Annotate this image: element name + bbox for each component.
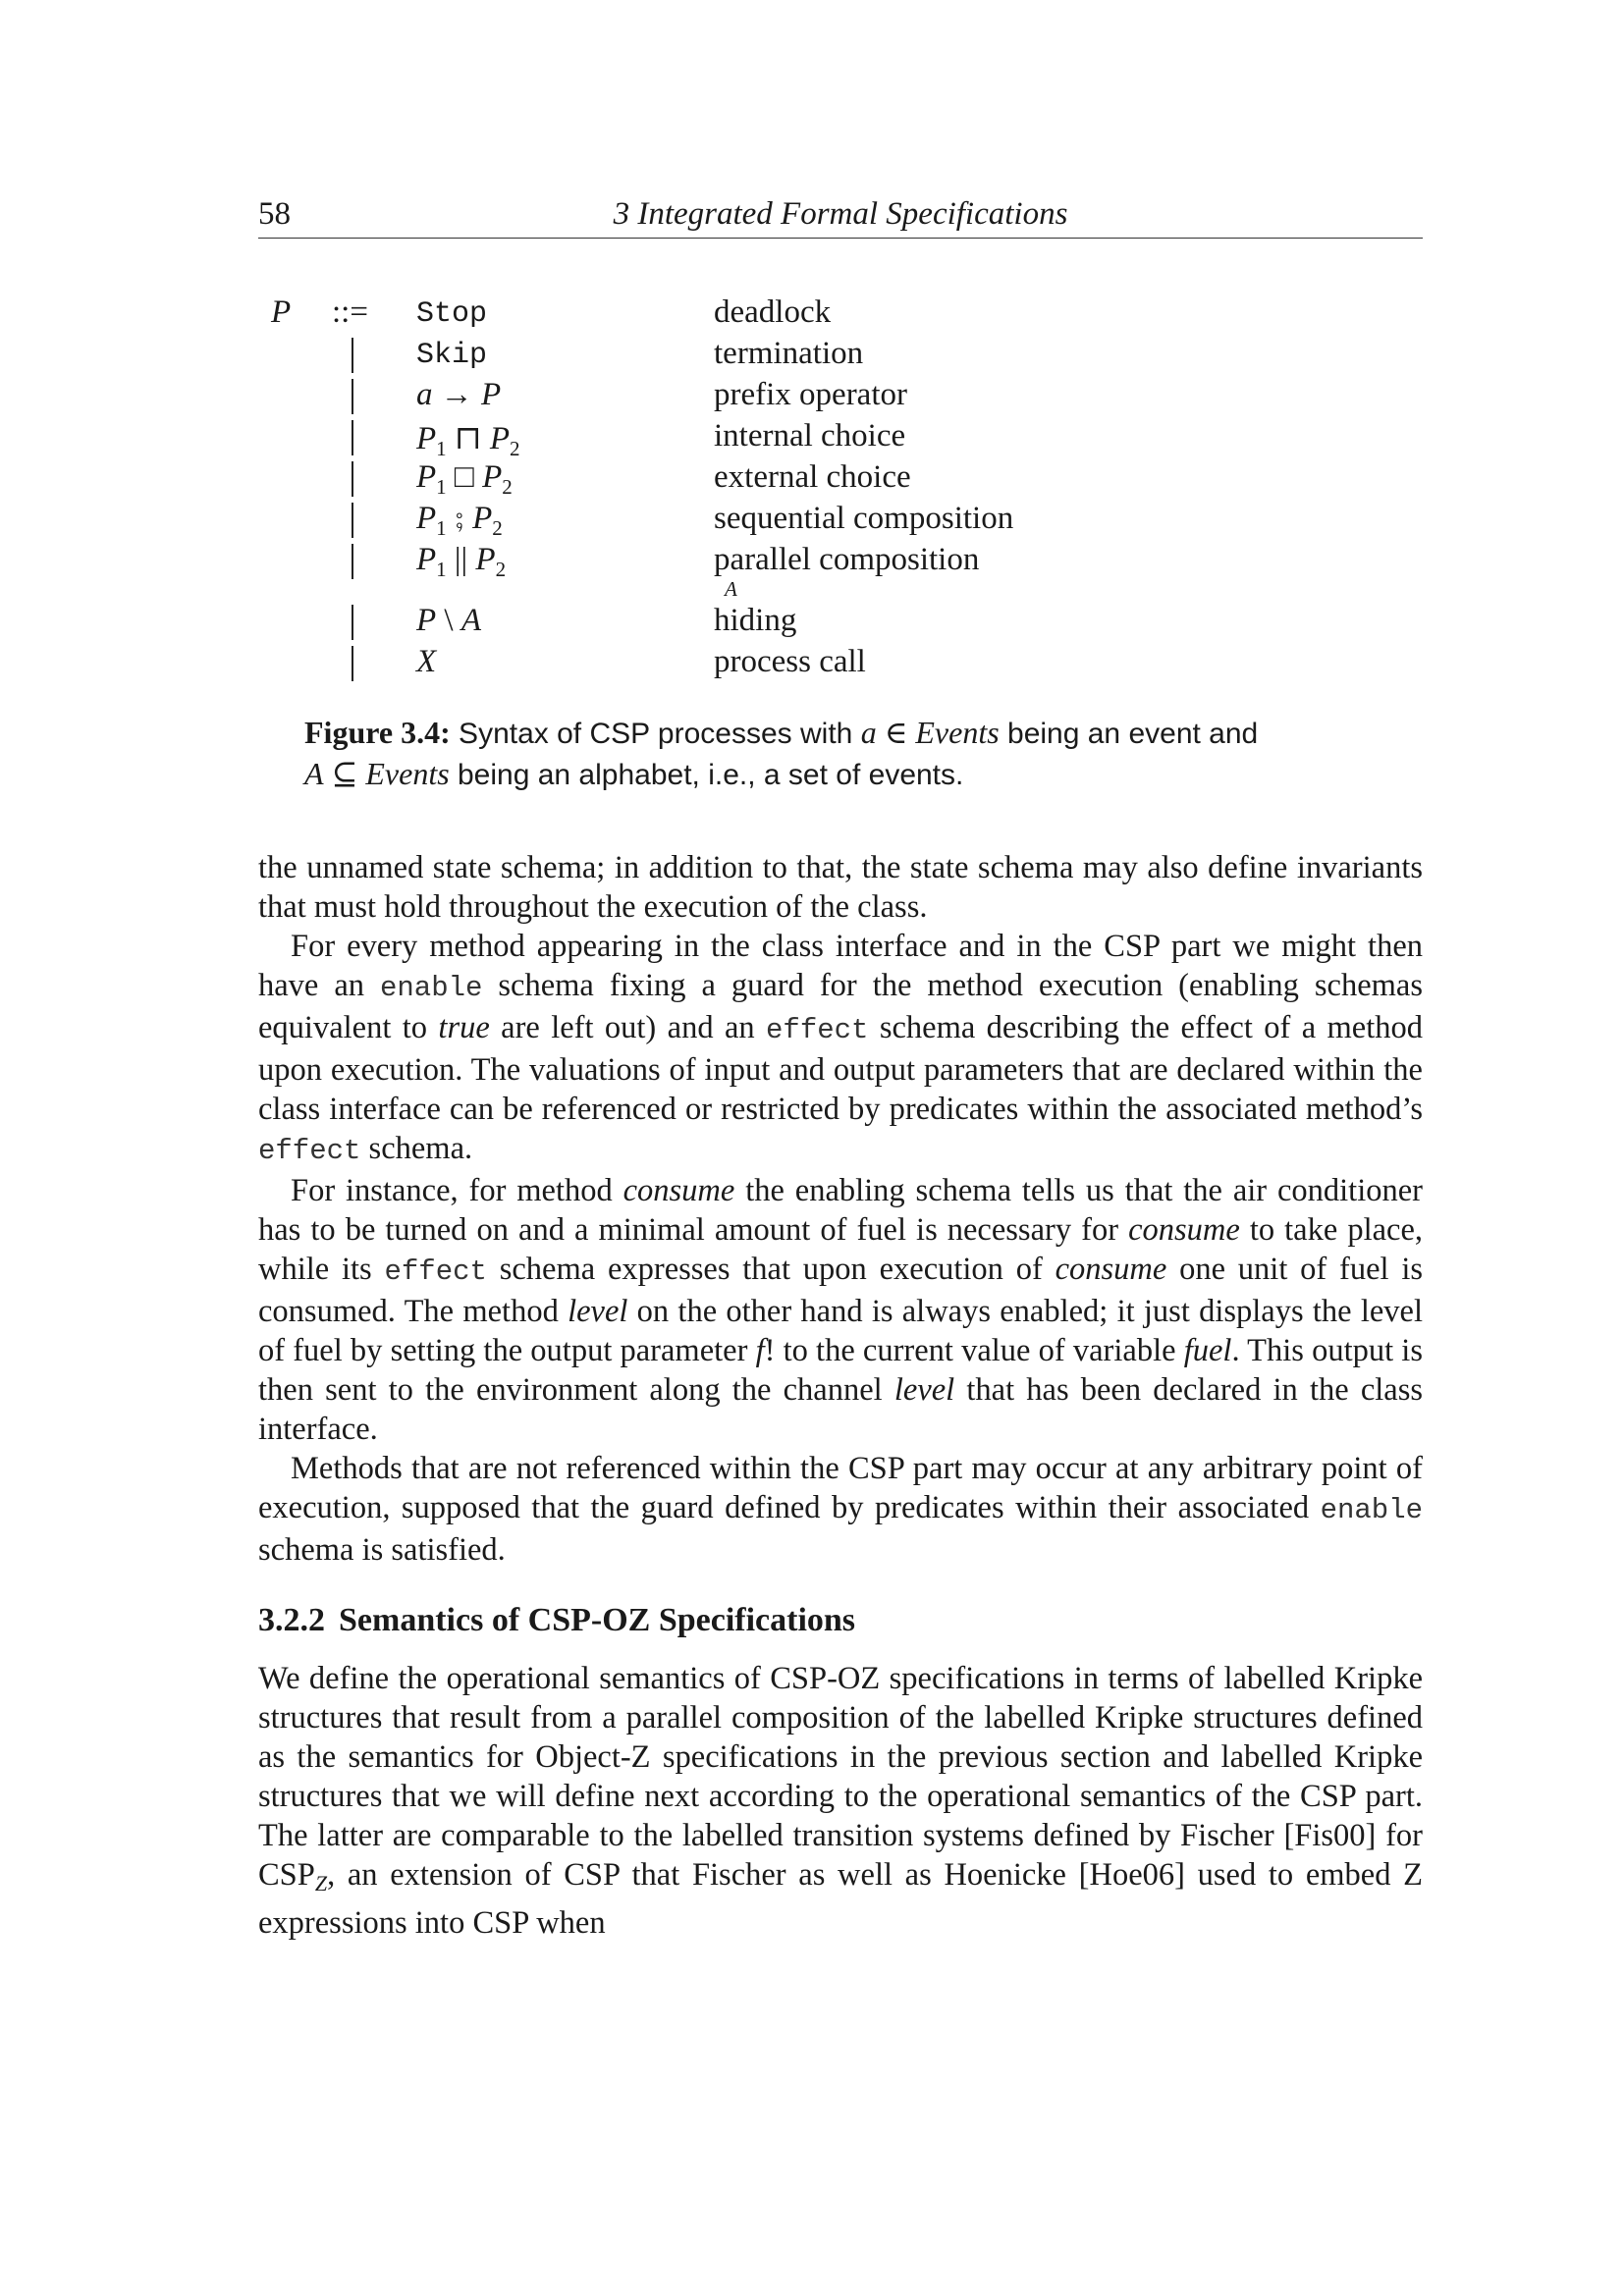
alternative-bar <box>352 605 353 640</box>
grammar-desc: hiding <box>714 603 797 638</box>
section-heading <box>258 1602 855 1639</box>
grammar-expr-stop: Stop <box>416 297 488 331</box>
alternative-bar <box>352 420 353 455</box>
paragraph: the unnamed state schema; in addition to that, the state schema may also define invariants that must hold throughout the execution of the class. <box>258 850 1423 925</box>
grammar-desc: internal choice <box>714 418 906 454</box>
grammar-expr-parallel: $P_1$ || $P_2$ <box>416 542 507 581</box>
alternative-bar <box>352 544 353 579</box>
grammar-row <box>271 644 1155 685</box>
grammar-expr-skip: Skip <box>416 339 488 372</box>
grammar-desc: parallel composition <box>714 542 980 577</box>
page-header <box>258 192 1423 239</box>
grammar-row <box>271 294 1155 336</box>
grammar-expr-external-choice: $P_1$ □ $P_2$ <box>416 459 513 499</box>
grammar-expr-sequential: $P_1$ ⨟ $P_2$ <box>416 501 503 540</box>
paragraph: Methods that are not referenced within the CSP part may occur at any arbitrary point of execution, supposed that the guard defined by predicates within their associated enable schema is satisfied. <box>258 1451 1423 1568</box>
grammar-row <box>271 336 1155 377</box>
figure-label: Figure 3.4: <box>304 715 451 750</box>
grammar-row <box>271 542 1155 583</box>
grammar-expr-internal-choice: $P_1$ ⊓ $P_2$ <box>416 421 520 460</box>
figure-caption: Figure 3.4: Syntax of CSP processes with a ∈ Events being an event and A ⊆ Events being an alphabet, i.e., a set of events. <box>304 715 1259 791</box>
grammar-desc: termination <box>714 336 864 371</box>
grammar-expr-prefix: a → P <box>416 377 502 412</box>
body-text <box>258 848 1423 1570</box>
alternative-bar <box>352 503 353 538</box>
paragraph: We define the operational semantics of CSP-OZ specifications in terms of labelled Kripke structures that result from a parallel composition of the labelled Kripke structures defined as the semantics for Object-Z specifications in the previous section and labelled Kripke structures that we will define next according to the operational semantics of the CSP part. The latter are comparable to the labelled transition systems defined by Fischer [Fis00] for CSPZ, an extension of CSP that Fischer as well as Hoenicke [Hoe06] used to embed Z expressions into CSP when <box>258 1661 1423 1941</box>
paragraph: For every method appearing in the class interface and in the CSP part we might then have an enable schema fixing a guard for the method execution (enabling schemas equivalent to true are left out) and an effect schema describing the effect of a method upon execution. The valuations of input and output parameters that are declared within the class interface can be referenced or restricted by predicates within the associated method’s effect schema. <box>258 929 1423 1167</box>
grammar-definition-symbol: ::= <box>332 294 368 330</box>
alternative-bar <box>352 379 353 414</box>
page-number: 58 <box>258 196 291 232</box>
grammar-desc: prefix operator <box>714 377 907 412</box>
grammar-desc: sequential composition <box>714 501 1014 536</box>
grammar-row <box>271 501 1155 542</box>
alternative-bar <box>352 646 353 681</box>
grammar-row <box>271 459 1155 501</box>
running-title: 3 Integrated Formal Specifications <box>613 196 1068 232</box>
paragraph: For instance, for method consume the enabling schema tells us that the air conditioner has to be turned on and a minimal amount of fuel is necessary for consume to take place, while its effect schema expresses that upon execution of consume one unit of fuel is consumed. The method level on the other hand is always enabled; it just displays the level of fuel by setting the output parameter f! to the current value of variable fuel. This output is then sent to the environment along the channel level that has been declared in the class interface. <box>258 1173 1423 1447</box>
grammar-expr-process-call: X <box>416 644 437 679</box>
alternative-bar <box>352 461 353 497</box>
alternative-bar <box>352 338 353 373</box>
grammar-lhs: P <box>271 294 292 330</box>
grammar-desc: process call <box>714 644 866 679</box>
grammar-desc: external choice <box>714 459 911 495</box>
parallel-sync-alphabet: A <box>725 577 737 601</box>
grammar-expr-hiding: P \ A <box>416 603 482 638</box>
grammar-desc: deadlock <box>714 294 832 330</box>
body-text-section <box>258 1659 1423 1943</box>
grammar-row <box>271 418 1155 459</box>
grammar-row <box>271 377 1155 418</box>
grammar-row <box>271 603 1155 644</box>
section-number: 3.2.2 <box>258 1602 325 1638</box>
section-title: Semantics of CSP-OZ Specifications <box>339 1602 856 1638</box>
